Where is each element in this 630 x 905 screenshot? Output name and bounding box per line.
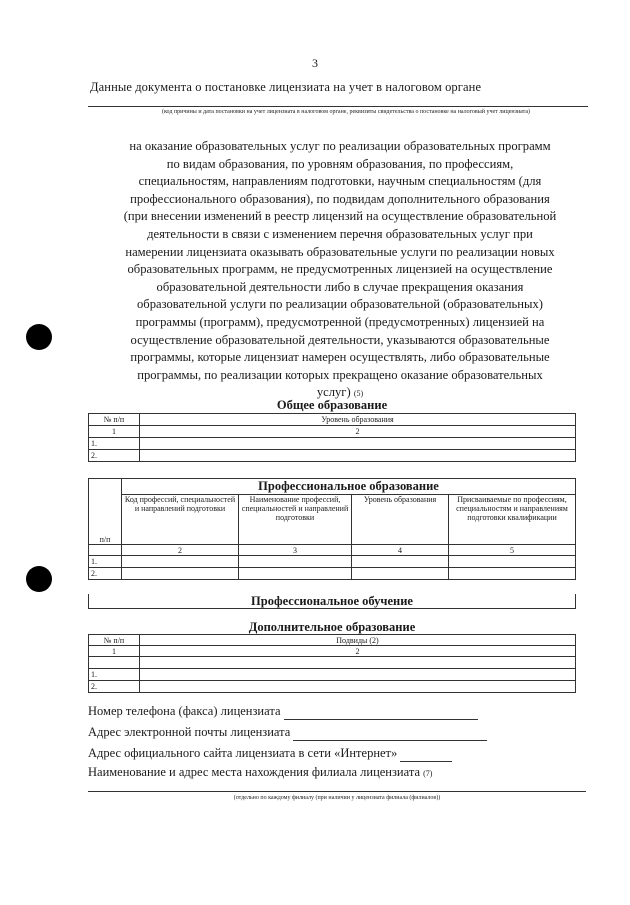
professional-training-title: Профессиональное обучение [88,594,576,609]
col-subtype-header: Подвиды (2) [140,635,576,646]
branch-label: Наименование и адрес места нахождения филиала лицензиата [88,765,421,779]
col-level-header: Уровень образования [140,414,576,426]
footer-caption: (отдельно по каждому филиалу (при наличии у лицензиата филиала (филиалов)) [233,795,441,801]
table-row: 1. [89,438,576,450]
phone-field[interactable] [88,703,478,720]
branch-field[interactable] [88,764,432,780]
additional-education-table: № п/п Подвиды (2) 1 2 1. 2. [88,634,576,693]
additional-education-title: Дополнительное образование [248,620,416,634]
table-row: 1. [89,669,576,681]
website-label: Адрес официального сайта лицензиата в сети «Интернет» [88,746,398,760]
email-label: Адрес электронной почты лицензиата [88,725,291,739]
binder-hole-bottom [26,566,52,592]
binder-hole-top [26,324,52,350]
phone-input-line[interactable] [284,703,478,720]
heading-underline [88,106,588,107]
footnote-marker: (7) [423,769,433,778]
branch-input-line[interactable] [88,791,586,792]
col-num-header: № п/п [89,414,140,426]
table-row: 2. [89,681,576,693]
table-row: 1. [89,556,576,568]
professional-education-title: Профессиональное образование [122,479,576,495]
page-heading: Данные документа о постановке лицензиата на учет в налоговом органе [90,80,482,94]
table-row: 2. [89,568,576,580]
phone-label: Номер телефона (факса) лицензиата [88,704,281,718]
email-input-line[interactable] [293,724,487,741]
website-field[interactable] [88,745,452,762]
table-row: 2. [89,450,576,462]
main-paragraph: на оказание образовательных услуг по реализации образовательных программ по видам образования, по уровням образования, по профессиям, специальностям, направлениям подготовки, научным специальностям (для профессионального образования), по подвидам дополнительного образования (при внесении изменений в реестр лицензий на осуществление образовательной деятельности в связи с изменением перечня образовательных услуг при намерении лицензиата оказывать образовательные услуги по реализации новых образовательных программ, не предусмотренных лицензией на осуществление образовательной деятельности либо в случае прекращения оказания образовательной услуги по реализации образовательной (образовательных) программы (программ), предусмотренной (предусмотренных) лицензией на осуществление образовательной деятельности, указываются образовательные программы, которые лицензиат намерен осуществлять, либо образовательные программы, по реализации которых прекращено оказание образовательных услуг) (5) [123,139,557,400]
email-field[interactable] [88,724,487,741]
col-num-header: № п/п [89,635,140,646]
professional-education-table: Профессиональное образование п/п Код профессий, специальностей и направлений подготовки Наименование профессий, специальностей и направлений подготовки Уровень образования Присваиваемые по профессиям, специальностям и направлениям подготовки квалификации 2 3 4 5 1. 2. [88,478,576,580]
general-education-title: Общее образование [276,398,388,412]
general-education-table: № п/п Уровень образования 1 2 1. 2. [88,413,576,462]
heading-caption: (код причины и дата постановки на учет лицензиата в налоговом органе, реквизиты свидетельства о постановке на налоговый учет лицензиата) [161,109,531,115]
footnote-marker: (5) [353,389,364,399]
website-input-line[interactable] [400,745,452,762]
page-number: 3 [312,56,318,70]
